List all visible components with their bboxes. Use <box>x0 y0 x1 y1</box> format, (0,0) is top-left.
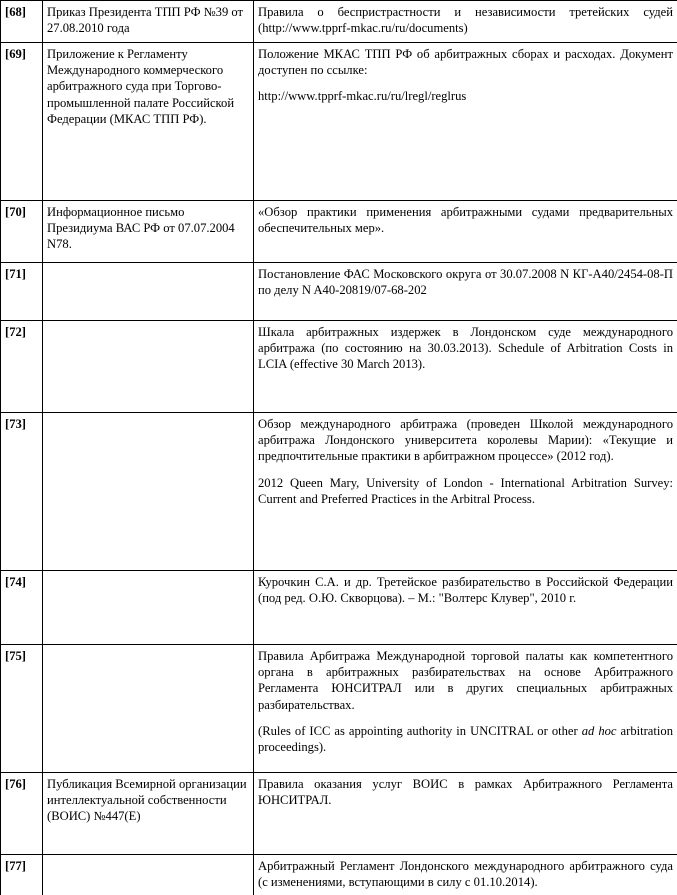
table-row <box>1 773 677 855</box>
row-description-paragraph: Правила о беспристрастности и независимости третейских судей (http://www.tpprf-mkac.ru/ru/documents) <box>258 5 673 36</box>
row-name <box>43 571 254 645</box>
row-number: [73] <box>1 413 43 571</box>
row-name <box>43 263 254 321</box>
row-description <box>254 263 677 321</box>
row-number: [74] <box>1 571 43 645</box>
table-row <box>1 263 677 321</box>
desc-en-italic: ad hoc <box>581 723 617 738</box>
row-description <box>254 321 677 413</box>
row-description <box>254 571 677 645</box>
table-row <box>1 1 677 43</box>
row-description <box>254 201 677 263</box>
row-name <box>43 645 254 773</box>
row-description-paragraph-en: 2012 Queen Mary, University of London - International Arbitration Survey: Current and Preferred Practices in the Arbitral Process. <box>258 475 673 506</box>
row-description-paragraph: Правила оказания услуг ВОИС в рамках Арбитражного Регламента ЮНСИТРАЛ. <box>258 777 673 808</box>
row-number: [76] <box>1 773 43 855</box>
row-name <box>43 201 254 263</box>
row-name <box>43 43 254 201</box>
row-description-paragraph: Шкала арбитражных издержек в Лондонском суде международного арбитража (по состоянию на 30.03.2013). Schedule of Arbitration Costs in LCIA (effective 30 March 2013). <box>258 325 673 372</box>
table-row <box>1 855 677 895</box>
row-description <box>254 43 677 201</box>
row-description <box>254 855 677 895</box>
row-name <box>43 1 254 43</box>
table-row <box>1 571 677 645</box>
row-description-paragraph: Правила Арбитража Международной торговой палаты как компетентного органа в арбитражных разбирательствах на основе Арбитражного Регламента ЮНСИТРАЛ или в других специальных арбитражных разбирательствах. <box>258 649 673 712</box>
row-description-paragraph: Постановление ФАС Московского округа от 30.07.2008 N КГ-А40/2454-08-П по делу N A40-20819/07-68-202 <box>258 267 673 298</box>
table-row <box>1 201 677 263</box>
row-description <box>254 645 677 773</box>
row-number: [75] <box>1 645 43 773</box>
desc-en-part1: (Rules of ICC as appointing authority in UNCITRAL or other <box>258 723 582 738</box>
row-description-paragraph-en <box>258 723 673 755</box>
row-description <box>254 773 677 855</box>
row-name-paragraph: Публикация Всемирной организации интеллектуальной собственности (ВОИС) №447(Е) <box>47 777 247 824</box>
row-description-paragraph: «Обзор практики применения арбитражными судами предварительных обеспечительных мер». <box>258 205 673 236</box>
row-description-paragraph: Положение МКАС ТПП РФ об арбитражных сборах и расходах. Документ доступен по ссылке: <box>258 47 673 78</box>
row-description-link: http://www.tpprf-mkac.ru/ru/lregl/reglrus <box>258 89 467 104</box>
row-number: [72] <box>1 321 43 413</box>
row-name-paragraph: Приказ Президента ТПП РФ №39 от 27.08.2010 года <box>47 5 244 36</box>
row-description <box>254 1 677 43</box>
row-description-paragraph: Курочкин С.А. и др. Третейское разбирательство в Российской Федерации (под ред. О.Ю. Скворцова). – М.: "Волтерс Клувер", 2010 г. <box>258 575 673 606</box>
row-description <box>254 413 677 571</box>
row-description-paragraph: Обзор международного арбитража (проведен Школой международного арбитража Лондонского университета королевы Марии): «Текущие и предпочтительные практики в арбитражном процессе» (2012 год). <box>258 417 673 464</box>
row-number: [71] <box>1 263 43 321</box>
row-name <box>43 773 254 855</box>
row-number: [68] <box>1 1 43 43</box>
row-number: [70] <box>1 201 43 263</box>
row-name-paragraph: Информационное письмо Президиума ВАС РФ от 07.07.2004 N78. <box>47 205 235 252</box>
table-row <box>1 43 677 201</box>
row-name-paragraph: Приложение к Регламенту Международного коммерческого арбитражного суда при Торгово-промышленной палате Российской Федерации (МКАС ТПП РФ). <box>47 47 235 126</box>
row-name <box>43 321 254 413</box>
row-name <box>43 855 254 895</box>
table-row <box>1 645 677 773</box>
table-row <box>1 321 677 413</box>
table-row <box>1 413 677 571</box>
row-number: [77] <box>1 855 43 895</box>
desc-en-part2: arbitration proceedings). <box>258 723 673 755</box>
row-description-paragraph: Арбитражный Регламент Лондонского международного арбитражного суда (с изменениями, вступающими в силу с 01.10.2014). <box>258 859 673 890</box>
row-number: [69] <box>1 43 43 201</box>
row-name <box>43 413 254 571</box>
